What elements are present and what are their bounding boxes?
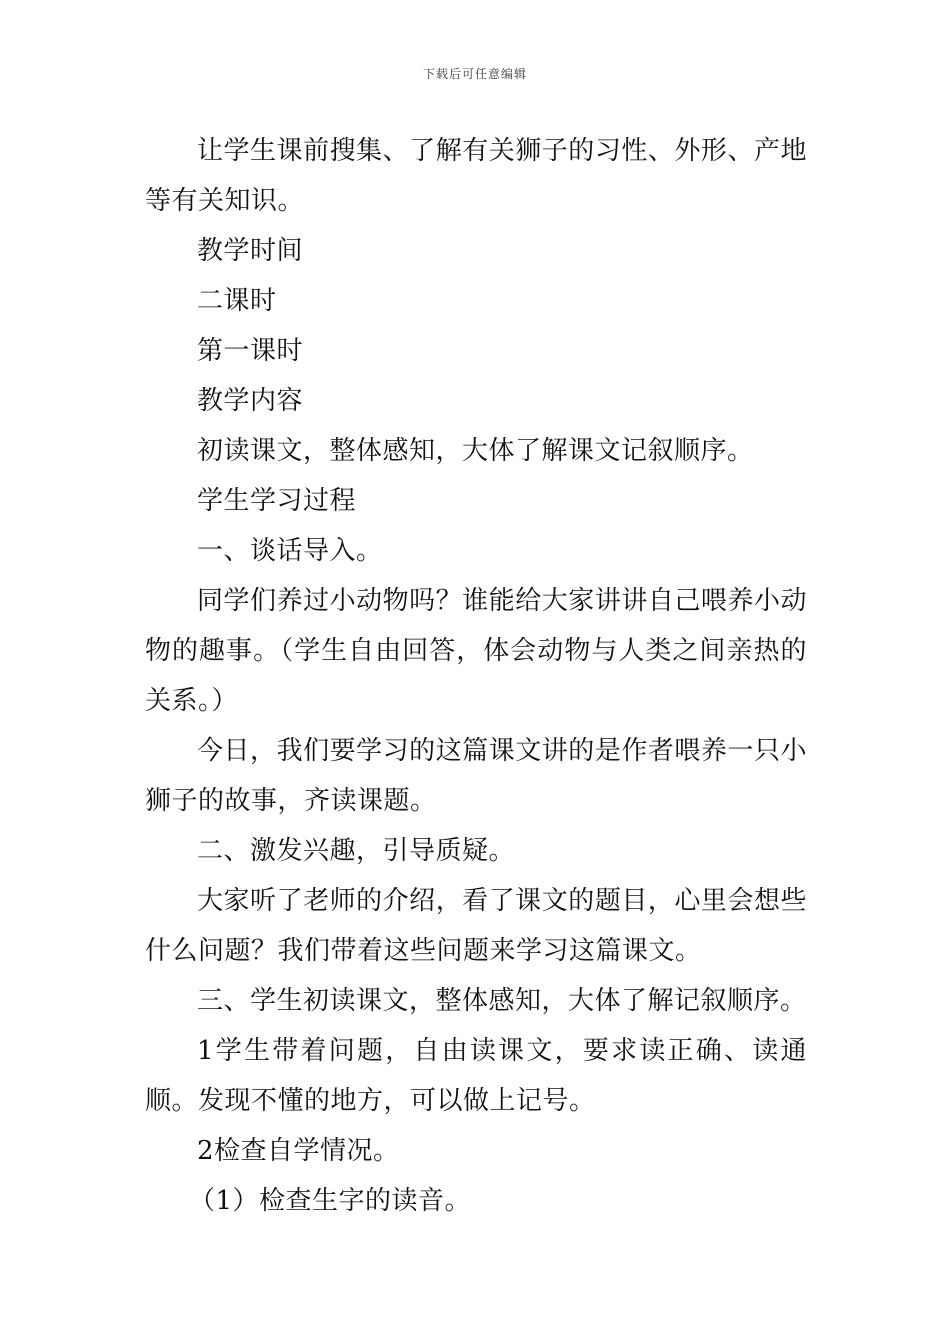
paragraph: 教学时间 <box>197 236 304 266</box>
paragraph: 二、激发兴趣，引导质疑。 <box>197 836 516 866</box>
paragraph: 让学生课前搜集、了解有关狮子的习性、外形、产地等有关知识。 <box>145 136 807 216</box>
paragraph: 二课时 <box>197 286 277 316</box>
paragraph: 第一课时 <box>197 336 304 366</box>
page-header: 下载后可任意编辑 <box>422 67 527 81</box>
paragraph: 学生学习过程 <box>197 486 357 516</box>
paragraph: 1学生带着问题，自由读课文，要求读正确、读通顺。发现不懂的地方，可以做上记号。 <box>145 1036 807 1116</box>
paragraph: （1）检查生字的读音。 <box>189 1186 472 1216</box>
document-body <box>145 126 807 1226</box>
paragraph: 初读课文，整体感知，大体了解课文记叙顺序。 <box>197 436 754 466</box>
paragraph: 三、学生初读课文，整体感知，大体了解记叙顺序。 <box>197 986 807 1016</box>
paragraph: 2检查自学情况。 <box>197 1136 400 1166</box>
paragraph: 一、谈话导入。 <box>197 536 383 566</box>
paragraph: 同学们养过小动物吗？谁能给大家讲讲自己喂养小动物的趣事。（学生自由回答，体会动物与人类之间亲热的关系。） <box>145 586 807 716</box>
paragraph: 大家听了老师的介绍，看了课文的题目，心里会想些什么问题？我们带着这些问题来学习这篇课文。 <box>145 886 807 966</box>
paragraph: 教学内容 <box>197 386 304 416</box>
paragraph: 今日，我们要学习的这篇课文讲的是作者喂养一只小狮子的故事，齐读课题。 <box>145 736 807 816</box>
